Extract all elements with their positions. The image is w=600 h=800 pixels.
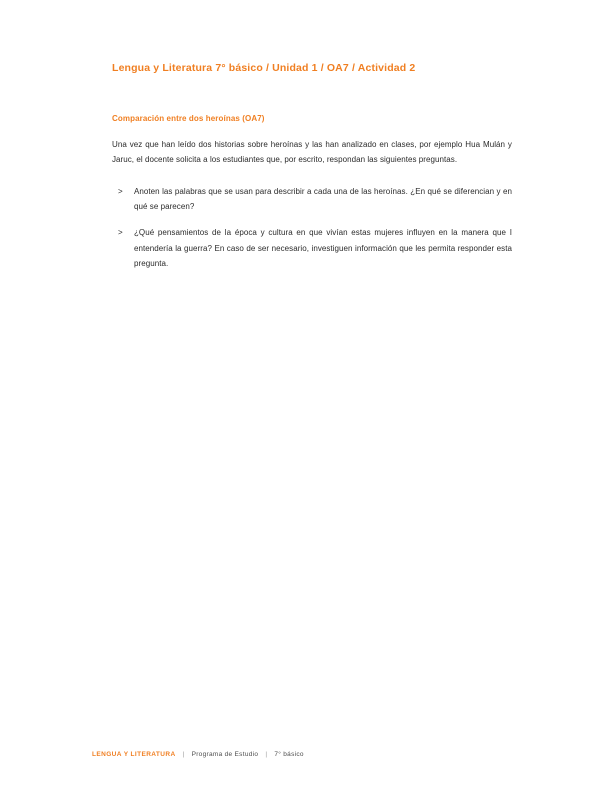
footer-brand: LENGUA Y LITERATURA (92, 751, 176, 758)
page-title: Lengua y Literatura 7° básico / Unidad 1 / OA7 / Actividad 2 (112, 62, 416, 74)
question-list (112, 184, 512, 272)
footer-separator: | (182, 751, 185, 758)
section-title: Comparación entre dos heroínas (OA7) (112, 113, 265, 123)
page-footer (92, 751, 508, 758)
bullet-marker-icon: > (118, 228, 123, 238)
bullet-marker-icon: > (118, 186, 123, 196)
list-item-text: ¿Qué pensamientos de la época y cultura en que vivían estas mujeres influyen en la manera que I entendería la guerra? En caso de ser necesario, investiguen información que les permita responder esta pregunta. (134, 228, 512, 269)
intro-paragraph: Una vez que han leído dos historias sobre heroínas y las han analizado en clases, por ejemplo Hua Mulán y Jaruc, el docente solicita a los estudiantes que, por escrito, respondan las siguientes preguntas. (112, 139, 512, 165)
footer-program: Programa de Estudio (191, 751, 259, 758)
footer-grade: 7° básico (274, 751, 304, 758)
list-item-text: Anoten las palabras que se usan para describir a cada una de las heroínas. ¿En qué se diferencian y en qué se parecen? (134, 186, 512, 212)
footer-separator: | (265, 751, 268, 758)
list-item (112, 225, 512, 272)
list-item (112, 184, 512, 215)
document-content (112, 62, 512, 282)
